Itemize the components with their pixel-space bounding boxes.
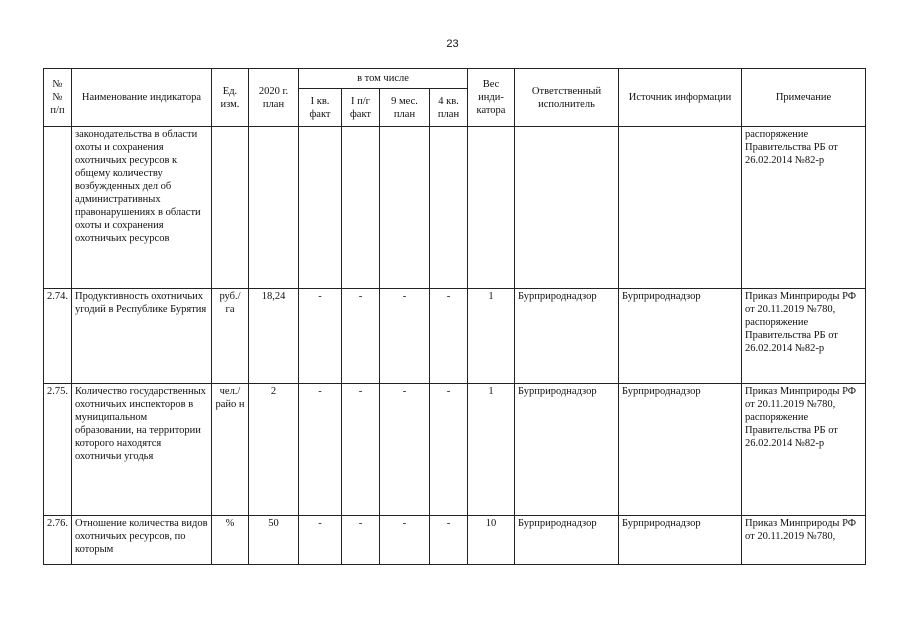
row-note: распоряжение Правительства РБ от 26.02.2014 №82-р xyxy=(742,127,866,289)
row-weight xyxy=(468,127,515,289)
col-header-num: № № п/п xyxy=(44,69,72,127)
row-note: Приказ Минприроды РФ от 20.11.2019 №780, распоряжение Правительства РБ от 26.02.2014 №82-р xyxy=(742,384,866,516)
row-source: Бурприроднадзор xyxy=(619,289,742,384)
row-plan xyxy=(249,127,299,289)
row-q1: - xyxy=(299,516,342,565)
row-q4: - xyxy=(430,516,468,565)
row-source: Бурприроднадзор xyxy=(619,384,742,516)
row-note: Приказ Минприроды РФ от 20.11.2019 №780, xyxy=(742,516,866,565)
col-header-unit: Ед. изм. xyxy=(212,69,249,127)
row-weight: 1 xyxy=(468,289,515,384)
col-header-note: Примечание xyxy=(742,69,866,127)
row-q1: - xyxy=(299,289,342,384)
row-weight: 10 xyxy=(468,516,515,565)
row-num xyxy=(44,127,72,289)
row-num: 2.75. xyxy=(44,384,72,516)
header-row xyxy=(44,69,866,89)
row-source xyxy=(619,127,742,289)
row-unit: чел./ райо н xyxy=(212,384,249,516)
row-weight: 1 xyxy=(468,384,515,516)
row-h1: - xyxy=(342,384,380,516)
row-plan: 2 xyxy=(249,384,299,516)
col-header-source: Источник информации xyxy=(619,69,742,127)
row-name: Отношение количества видов охотничьих ресурсов, по которым xyxy=(72,516,212,565)
col-header-name: Наименование индикатора xyxy=(72,69,212,127)
row-name: Продуктивность охотничьих угодий в Республике Бурятия xyxy=(72,289,212,384)
row-q4: - xyxy=(430,384,468,516)
row-unit xyxy=(212,127,249,289)
row-name: законодательства в области охоты и сохранения охотничьих ресурсов к общему количеству возбужденных дел об административных правонарушениях в области охоты и сохранения охотничьих ресурсов xyxy=(72,127,212,289)
row-q4: - xyxy=(430,289,468,384)
col-header-q1: I кв. факт xyxy=(299,89,342,127)
row-executor: Бурприроднадзор xyxy=(515,384,619,516)
row-name: Количество государственных охотничьих инспекторов в муниципальном образовании, на территории которого находятся охотничьи угодья xyxy=(72,384,212,516)
row-num: 2.76. xyxy=(44,516,72,565)
row-executor: Бурприроднадзор xyxy=(515,516,619,565)
table-row xyxy=(44,384,866,516)
table-row xyxy=(44,289,866,384)
col-header-q4: 4 кв. план xyxy=(430,89,468,127)
row-plan: 18,24 xyxy=(249,289,299,384)
page-number: 23 xyxy=(446,38,459,50)
table-row xyxy=(44,127,866,289)
row-q4 xyxy=(430,127,468,289)
row-m9: - xyxy=(380,384,430,516)
row-h1: - xyxy=(342,289,380,384)
row-unit: % xyxy=(212,516,249,565)
row-m9: - xyxy=(380,289,430,384)
row-q1 xyxy=(299,127,342,289)
row-executor: Бурприроднадзор xyxy=(515,289,619,384)
row-num: 2.74. xyxy=(44,289,72,384)
col-header-h1: I п/г факт xyxy=(342,89,380,127)
row-plan: 50 xyxy=(249,516,299,565)
row-h1: - xyxy=(342,516,380,565)
row-h1 xyxy=(342,127,380,289)
col-header-executor: Ответственный исполнитель xyxy=(515,69,619,127)
indicator-table xyxy=(43,68,866,565)
col-header-weight: Вес инди-катора xyxy=(468,69,515,127)
col-header-m9: 9 мес. план xyxy=(380,89,430,127)
row-executor xyxy=(515,127,619,289)
row-q1: - xyxy=(299,384,342,516)
row-note: Приказ Минприроды РФ от 20.11.2019 №780, распоряжение Правительства РБ от 26.02.2014 №82-р xyxy=(742,289,866,384)
row-source: Бурприроднадзор xyxy=(619,516,742,565)
col-header-group: в том числе xyxy=(299,69,468,89)
row-m9: - xyxy=(380,516,430,565)
table-row xyxy=(44,516,866,565)
row-unit: руб./ га xyxy=(212,289,249,384)
row-m9 xyxy=(380,127,430,289)
col-header-plan2020: 2020 г. план xyxy=(249,69,299,127)
